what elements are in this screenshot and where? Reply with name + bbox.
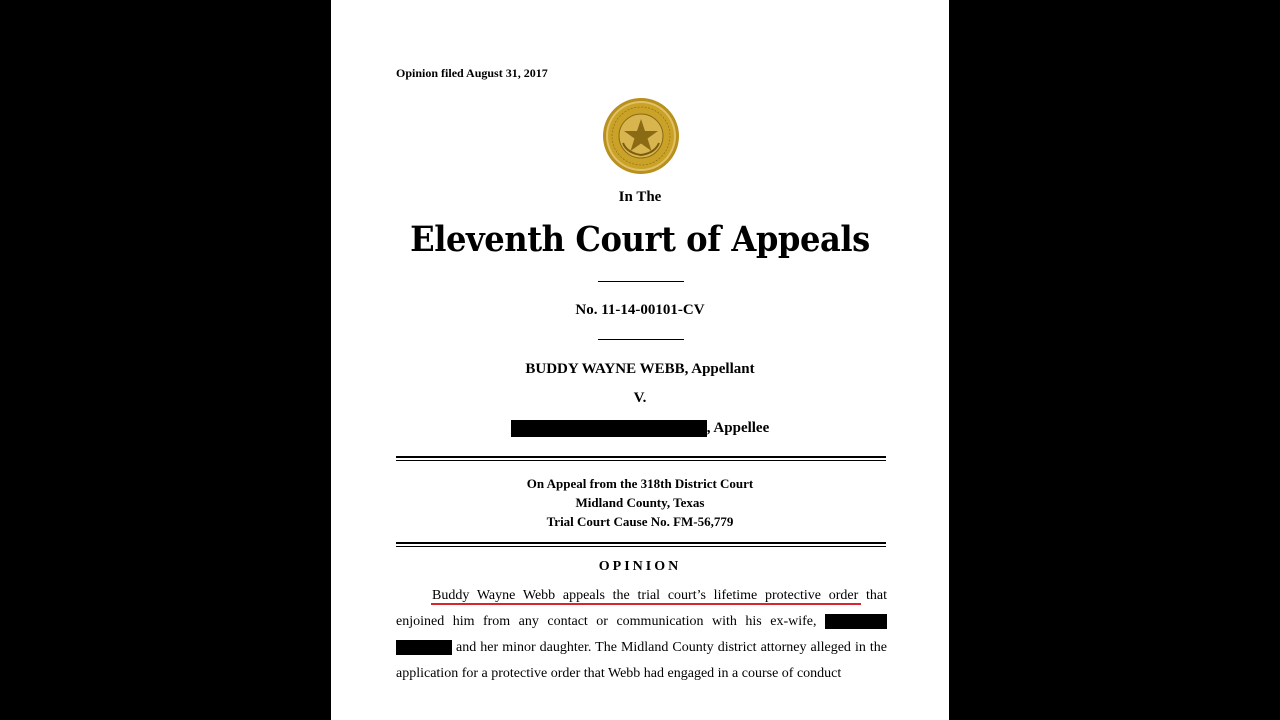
opinion-heading: OPINION — [598, 559, 682, 574]
divider — [598, 339, 684, 340]
divider — [598, 281, 684, 282]
county-line: Midland County, Texas — [575, 495, 705, 510]
document-page — [331, 0, 949, 720]
redaction-bar — [511, 420, 707, 437]
body-part-1: that enjoined him from any contact or communication with his ex-wife, — [396, 588, 887, 629]
case-number: No. 11-14-00101-CV — [575, 302, 705, 318]
appeal-from-line: On Appeal from the 318th District Court — [526, 476, 754, 491]
in-the-label: In The — [618, 189, 662, 205]
filed-date: Opinion filed August 31, 2017 — [396, 66, 548, 80]
redaction-bar — [825, 614, 887, 629]
body-part-2: and her minor daughter. The Midland County district attorney alleged in the application for a protective order that Webb had engaged in a course of conduct — [396, 640, 887, 681]
appellee-line — [331, 420, 949, 437]
court-name-heading: Eleventh Court of Appeals — [410, 219, 870, 260]
appellee-suffix: , Appellee — [706, 420, 770, 436]
redaction-bar — [396, 640, 452, 655]
versus-label: V. — [633, 390, 647, 406]
opinion-body — [396, 583, 887, 687]
section-rule — [396, 456, 886, 461]
red-underline-annotation — [431, 603, 861, 605]
trial-cause-line: Trial Court Cause No. FM-56,779 — [546, 514, 734, 529]
appellant-line: BUDDY WAYNE WEBB, Appellant — [525, 361, 755, 377]
highlighted-sentence: Buddy Wayne Webb appeals the trial court’s lifetime protective order — [432, 588, 859, 603]
section-rule — [396, 542, 886, 547]
appeal-info — [331, 474, 949, 531]
court-seal-icon — [602, 97, 680, 175]
